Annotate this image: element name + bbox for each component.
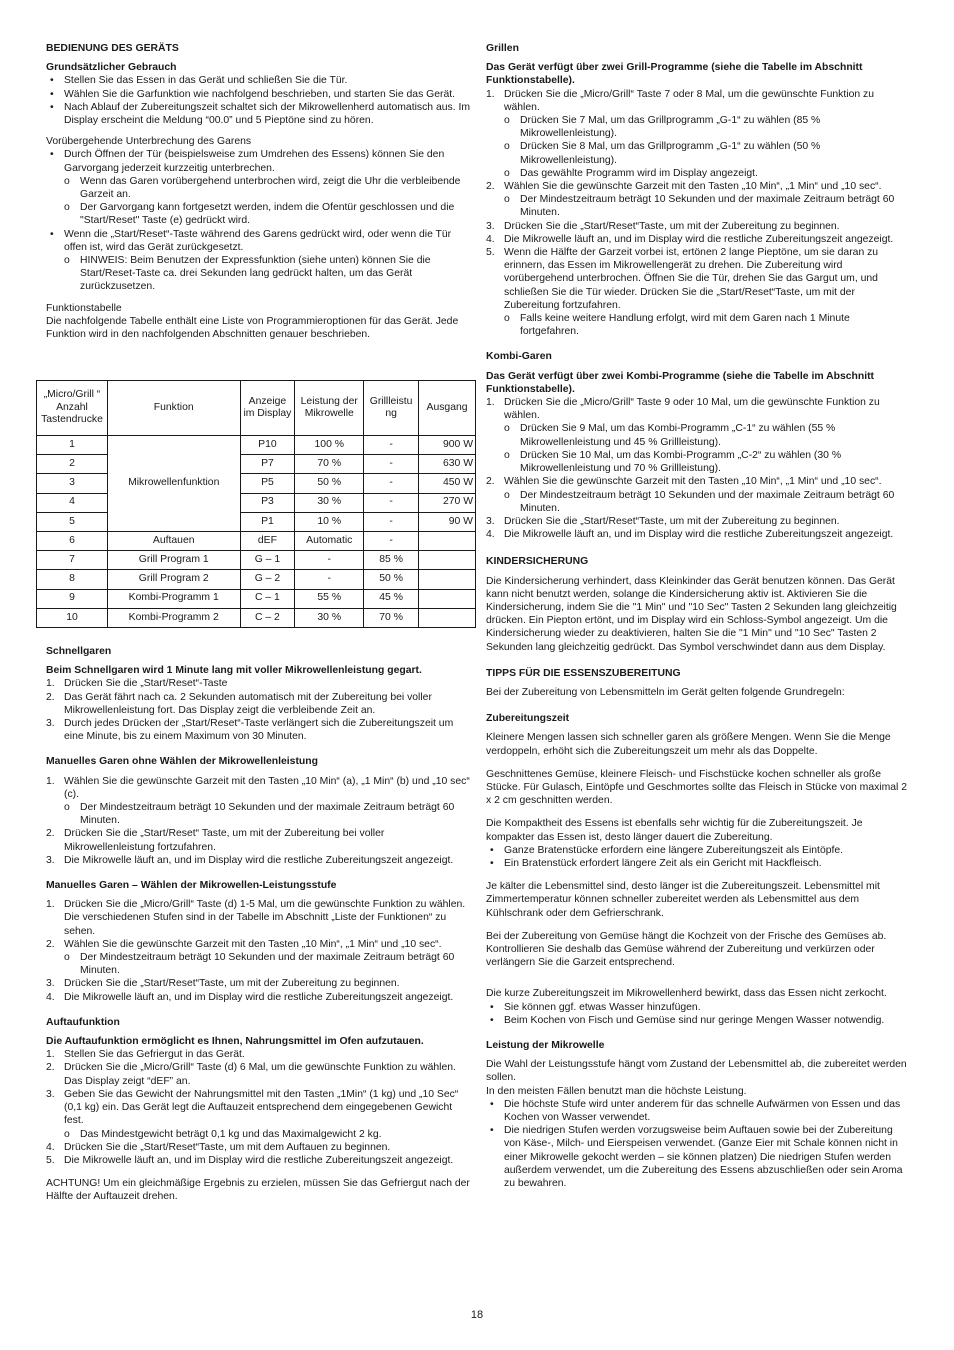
table-cell: -: [364, 455, 419, 474]
table-cell: -: [364, 531, 419, 550]
sub-list-item: o Das Mindestgewicht beträgt 0,1 kg und das Maximalgewicht 2 kg.: [46, 1128, 470, 1141]
table-cell: 55 %: [295, 589, 364, 608]
quick-cooking-lead: Beim Schnellgaren wird 1 Minute lang mit voller Mikrowellenleistung gegart.: [46, 665, 422, 677]
combi-steps: [486, 396, 910, 541]
paragraph: Die kurze Zubereitungszeit im Mikrowellenherd bewirkt, dass das Essen nicht zerkocht.: [486, 988, 887, 1000]
table-cell: 2: [37, 455, 108, 474]
table-cell: 9: [37, 589, 108, 608]
table-header: Leistung der Mikrowelle: [295, 381, 364, 436]
table-cell: P5: [240, 474, 295, 493]
table-cell: -: [364, 436, 419, 455]
subheading-microwave-power: Leistung der Mikrowelle: [486, 1040, 605, 1051]
list-item: • Nach Ablauf der Zubereitungszeit schaltet sich der Mikrowellenherd automatisch aus. Im Display erscheint die Meldung “00.0” und 5 Pieptöne sind zu hören.: [46, 101, 470, 127]
table-cell: G – 1: [240, 551, 295, 570]
section-title: BEDIENUNG DES GERÄTS: [46, 43, 179, 54]
list-item: 3. Geben Sie das Gewicht der Nahrungsmittel mit den Tasten „1Min“ (1 kg) und „10 Sec“ (0,1 kg) ein. Das Gerät legt die Auftauzeit entsprechend dem eingegebenen Gewicht fest.: [46, 1088, 459, 1127]
table-cell: 30 %: [295, 493, 364, 512]
paragraph: In den meisten Fällen benutzt man die höchste Leistung.: [486, 1085, 747, 1097]
table-row: [37, 551, 476, 570]
subheading-child-lock: KINDERSICHERUNG: [486, 556, 589, 568]
list-item: • Die niedrigen Stufen werden vorzugsweise beim Auftauen sowie bei der Zubereitung von Käse-, Milch- und Eierspeisen verwendet. (Ganze Eier mit Schale können nicht in einer Mikrowelle gekocht werden – sie können platzen) Die niedrigen Stufen werden außerdem verwendet, um die Zubereitung des Essens abzuschließen oder sein Aroma zu bewahren.: [486, 1124, 910, 1190]
sub-list-item: o Der Mindestzeitraum beträgt 10 Sekunden und der maximale Zeitraum beträgt 60 Minuten.: [486, 193, 910, 219]
table-cell: 85 %: [364, 551, 419, 570]
interrupt-list: [46, 148, 470, 293]
table-cell: 270 W: [419, 493, 476, 512]
table-cell: C – 2: [240, 608, 295, 627]
list-item: 4. Die Mikrowelle läuft an, und im Display wird die restliche Zubereitungszeit angezeigt.: [486, 233, 894, 245]
table-cell: 45 %: [364, 589, 419, 608]
table-cell: 90 W: [419, 512, 476, 531]
subheading-power-level: Manuelles Garen – Wählen der Mikrowellen-Leistungsstufe: [46, 880, 337, 892]
defrost-lead: Die Auftaufunktion ermöglicht es Ihnen, Nahrungsmittel im Ofen aufzutauen.: [46, 1036, 424, 1048]
list-item: • Die höchste Stufe wird unter anderem für das schnelle Aufwärmen von Essen und das Kochen von Wasser verwendet.: [486, 1098, 910, 1124]
defrost-warning: ACHTUNG! Um ein gleichmäßige Ergebnis zu erzielen, müssen Sie das Gefriergut nach der Hälfte der Auftauzeit drehen.: [46, 1178, 470, 1203]
sub-list-item: o Drücken Sie 7 Mal, um das Grillprogramm „G-1“ zu wählen (85 % Mikrowellenleistung).: [486, 114, 910, 140]
table-cell: 450 W: [419, 474, 476, 493]
table-cell: P1: [240, 512, 295, 531]
table-cell: 5: [37, 512, 108, 531]
list-item: 4. Die Mikrowelle läuft an, und im Display wird die restliche Zubereitungszeit angezeigt.: [46, 991, 454, 1003]
table-cell: 70 %: [295, 455, 364, 474]
list-item: • Stellen Sie das Essen in das Gerät und schließen Sie die Tür.: [46, 74, 470, 87]
list-item: • Durch Öffnen der Tür (beispielsweise zum Umdrehen des Essens) können Sie den Garvorgang jederzeit kurzzeitig unterbrechen.: [46, 148, 470, 174]
table-row: [37, 570, 476, 589]
sub-list-item: o Drücken Sie 10 Mal, um das Kombi-Programm „C-2“ zu wählen (30 % Mikrowellenleistung und 70 % Grillleistung).: [486, 449, 910, 475]
list-item: 3. Drücken Sie die „Start/Reset“Taste, um mit der Zubereitung zu beginnen.: [46, 978, 400, 990]
table-cell: 100 %: [295, 436, 364, 455]
table-cell: 4: [37, 493, 108, 512]
table-cell: -: [295, 551, 364, 570]
table-header: Ausgang: [419, 381, 476, 436]
table-row: [37, 531, 476, 550]
child-lock-text: Die Kindersicherung verhindert, dass Kleinkinder das Gerät benutzen können. Das Gerät kann nicht benutzt werden, solange die Kindersicherung aktiv ist. Aktivieren Sie die Kindersicherung, indem Sie die "1 Min" und "10 Sec" Tasten 2 Sekunden lang gleichzeitig drücken. Ein Piepton ertönt, und im Display wird ein Schloss-Symbol angezeigt. Um die Kindersicherung wieder zu deaktivieren, halten Sie die "1 Min" und "10 Sec" Tasten 2 Sekunden lang gleichzeitig gedrückt. Das Symbol verschwindet dann aus dem Display.: [486, 575, 897, 653]
grill-lead: Das Gerät verfügt über zwei Grill-Programme (siehe die Tabelle im Abschnitt Funktionstabelle).: [486, 62, 863, 87]
subheading-quick-cooking: Schnellgaren: [46, 646, 112, 657]
sub-list-item: o Der Garvorgang kann fortgesetzt werden, indem die Ofentür geschlossen und die "Start/Reset" Taste (e) gedrückt wird.: [46, 201, 470, 227]
sub-list-item: o Das gewählte Programm wird im Display angezeigt.: [486, 167, 910, 180]
defrost-steps: [46, 1048, 470, 1167]
sub-list-item: o Der Mindestzeitraum beträgt 10 Sekunden und der maximale Zeitraum beträgt 60 Minuten.: [46, 951, 470, 977]
subheading-combi: Kombi-Garen: [486, 351, 552, 363]
list-item: • Ganze Bratenstücke erfordern eine längere Zubereitungszeit als Eintöpfe.: [486, 844, 910, 857]
list-item: 3. Drücken Sie die „Start/Reset“Taste, um mit der Zubereitung zu beginnen.: [486, 220, 840, 232]
list-item: 1. Drücken Sie die „Micro/Grill“ Taste 9 oder 10 Mal, um die gewünschte Funktion zu wählen.: [486, 397, 880, 422]
list-item: 1. Wählen Sie die gewünschte Garzeit mit den Tasten „10 Min“ (a), „1 Min“ (b) und „10 sec“ (c).: [46, 775, 470, 800]
list-item: 3. Drücken Sie die „Start/Reset“Taste, um mit der Zubereitung zu beginnen.: [486, 515, 840, 527]
list-item: 2. Wählen Sie die gewünschte Garzeit mit den Tasten „10 Min“, „1 Min“ und „10 sec“.: [486, 476, 882, 488]
left-column-top: [46, 42, 470, 341]
paragraph: Die Kompaktheit des Essens ist ebenfalls sehr wichtig für die Zubereitungszeit. Je kompakter das Essen ist, desto länger dauert die Zubereitung.: [486, 818, 863, 843]
table-cell: 630 W: [419, 455, 476, 474]
list-item: 2. Wählen Sie die gewünschte Garzeit mit den Tasten „10 Min“, „1 Min“ und „10 sec“.: [46, 938, 442, 950]
list-item: 4. Drücken Sie die „Start/Reset“Taste, um mit dem Auftauen zu beginnen.: [46, 1141, 391, 1153]
table-cell: [419, 551, 476, 570]
subheading-grill: Grillen: [486, 43, 519, 54]
table-cell: Kombi-Programm 2: [107, 608, 240, 627]
sub-list-item: o Drücken Sie 8 Mal, um das Grillprogramm „G-1“ zu wählen (50 % Mikrowellenleistung).: [486, 140, 910, 166]
subheading-tips: TIPPS FÜR DIE ESSENSZUBEREITUNG: [486, 667, 681, 679]
table-cell: P3: [240, 493, 295, 512]
table-cell: 1: [37, 436, 108, 455]
table-cell: [419, 570, 476, 589]
sub-list-item: o Der Mindestzeitraum beträgt 10 Sekunden und der maximale Zeitraum beträgt 60 Minuten.: [486, 489, 910, 515]
table-cell: 70 %: [364, 608, 419, 627]
table-header: Funktion: [107, 381, 240, 436]
quick-cooking-steps: [46, 677, 470, 743]
list-item: 2. Drücken Sie die „Start/Reset“ Taste, um mit der Zubereitung bei voller Mikrowellenleistung fortzufahren.: [46, 828, 385, 853]
basic-use-list: [46, 74, 470, 127]
subheading-defrost: Auftaufunktion: [46, 1016, 120, 1028]
table-header: „Micro/Grill “ Anzahl Tastendrucke: [37, 381, 108, 436]
table-cell: Kombi-Programm 1: [107, 589, 240, 608]
subheading-interrupt: Vorübergehende Unterbrechung des Garens: [46, 136, 252, 148]
table-cell: 50 %: [364, 570, 419, 589]
sub-list-item: o Drücken Sie 9 Mal, um das Kombi-Programm „C-1“ zu wählen (55 % Mikrowellenleistung und 45 % Grillleistung).: [486, 422, 910, 448]
paragraph: Die Wahl der Leistungsstufe hängt vom Zustand der Lebensmittel ab, die zubereitet werden sollen.: [486, 1059, 907, 1084]
table-cell: G – 2: [240, 570, 295, 589]
water-list: [486, 1001, 910, 1027]
table-cell: Auftauen: [107, 531, 240, 550]
subheading-basic-use: Grundsätzlicher Gebrauch: [46, 62, 177, 74]
subheading-manual-cooking: Manuelles Garen ohne Wählen der Mikrowellenleistung: [46, 756, 318, 768]
table-cell: -: [295, 570, 364, 589]
prep-list: [486, 844, 910, 870]
function-table-intro: Die nachfolgende Tabelle enthält eine Liste von Programmieroptionen für das Gerät. Jede Funktion wird in den nachfolgenden Abschnitten genauer beschrieben.: [46, 315, 459, 341]
manual-cooking-steps: [46, 775, 470, 867]
tips-intro: Bei der Zubereitung von Lebensmitteln im Gerät gelten folgende Grundregeln:: [486, 686, 845, 698]
list-item: • Wählen Sie die Garfunktion wie nachfolgend beschrieben, und starten Sie das Gerät.: [46, 88, 470, 101]
table-cell: [419, 531, 476, 550]
left-column-bottom: [46, 645, 470, 1204]
table-cell: 3: [37, 474, 108, 493]
table-cell: Grill Program 2: [107, 570, 240, 589]
page-number: 18: [470, 1309, 484, 1321]
paragraph: Je kälter die Lebensmittel sind, desto länger ist die Zubereitungszeit. Lebensmittel mit Zimmertemperatur können schneller zubereitet werden als Lebensmittel aus dem Kühlschrank oder dem Gefrierschrank.: [486, 881, 880, 919]
list-item: 1. Stellen Sie das Gefriergut in das Gerät.: [46, 1049, 245, 1061]
table-row: [37, 589, 476, 608]
power-level-steps: [46, 898, 470, 1004]
subheading-function-table: Funktionstabelle: [46, 302, 122, 314]
right-column: [486, 42, 910, 1190]
list-item: • Wenn die „Start/Reset“-Taste während des Garens gedrückt wird, oder wenn die Tür offen ist, wird das Gerät zurückgesetzt.: [46, 228, 470, 254]
table-cell: 7: [37, 551, 108, 570]
sub-list-item: o HINWEIS: Beim Benutzen der Expressfunktion (siehe unten) können Sie die Start/Reset-Taste ca. drei Sekunden lang gedrückt halten, um das Gerät zurückzusetzen.: [46, 254, 470, 294]
table-row: [37, 436, 476, 455]
list-item: 5. Wenn die Hälfte der Garzeit vorbei ist, ertönen 2 lange Pieptöne, um sie daran zu erinnern, das Essen im Mikrowellengerät zu drehen. Die Zubereitung wird vorübergehend unterbrochen. Öffnen Sie die Tür, drehen Sie das Gargut um, und schließen Sie die Tür wieder. Drücken Sie die „Start/Reset“Taste, um mit der Zubereitung fortzufahren.: [486, 247, 879, 311]
table-row: [37, 474, 476, 493]
paragraph: Geschnittenes Gemüse, kleinere Fleisch- und Fischstücke kochen schneller als große Stücke. Für Gulasch, Eintöpfe und Geschmortes sollte das Fleisch in Stücke von maximal 2 x 2 cm geschnitten werden.: [486, 768, 908, 807]
table-cell: Automatic: [295, 531, 364, 550]
list-item: 1. Drücken Sie die „Micro/Grill“ Taste (d) 1-5 Mal, um die gewünschte Funktion zu wählen. Die verschiedenen Stufen sind in der Tabelle im Abschnitt „Liste der Funktionen“ zu sehen.: [46, 899, 466, 937]
table-row: [37, 608, 476, 627]
list-item: 2. Wählen Sie die gewünschte Garzeit mit den Tasten „10 Min“, „1 Min“ und „10 sec“.: [486, 181, 882, 193]
grill-steps: [486, 88, 910, 339]
list-item: 1. Drücken Sie die „Micro/Grill“ Taste 7 oder 8 Mal, um die gewünschte Funktion zu wählen.: [486, 88, 874, 113]
table-cell: P10: [240, 436, 295, 455]
subheading-prep-time: Zubereitungszeit: [486, 713, 570, 725]
table-header-row: [37, 381, 476, 436]
list-item: 2. Drücken Sie die „Micro/Grill“ Taste (d) 6 Mal, um die gewünschte Funktion zu wählen. Das Display zeigt “dEF” an.: [46, 1062, 456, 1087]
table-cell: 6: [37, 531, 108, 550]
table-cell: 30 %: [295, 608, 364, 627]
paragraph: Kleinere Mengen lassen sich schneller garen als größere Mengen. Wenn Sie die Menge verdoppeln, erhöht sich die Zubereitungszeit um mehr als das Doppelte.: [486, 732, 891, 757]
table-cell: [419, 608, 476, 627]
sub-list-item: o Falls keine weitere Handlung erfolgt, wird mit dem Garen nach 1 Minute fortgefahren.: [486, 312, 910, 338]
power-list: [486, 1098, 910, 1190]
list-item: 5. Die Mikrowelle läuft an, und im Display wird die restliche Zubereitungszeit angezeigt.: [46, 1154, 454, 1166]
function-table: [36, 380, 476, 628]
table-cell: [419, 589, 476, 608]
table-cell: dEF: [240, 531, 295, 550]
table-cell: -: [364, 474, 419, 493]
table-cell: 50 %: [295, 474, 364, 493]
table-header: Grillleistu ng: [364, 381, 419, 436]
table-row: [37, 493, 476, 512]
table-cell: -: [364, 512, 419, 531]
list-item: • Ein Bratenstück erfordert längere Zeit als ein Gericht mit Hackfleisch.: [486, 857, 910, 870]
table-cell: Mikrowellenfunktion: [107, 436, 240, 532]
table-cell: 10: [37, 608, 108, 627]
sub-list-item: o Der Mindestzeitraum beträgt 10 Sekunden und der maximale Zeitraum beträgt 60 Minuten.: [46, 801, 470, 827]
list-item: • Sie können ggf. etwas Wasser hinzufügen.: [486, 1001, 910, 1014]
list-item: 2. Das Gerät fährt nach ca. 2 Sekunden automatisch mit der Zubereitung bei voller Mikrowellenleistung fort. Das Display zeigt die verbleibende Zeit an.: [46, 691, 432, 716]
table-cell: -: [364, 493, 419, 512]
table-row: [37, 455, 476, 474]
paragraph: Bei der Zubereitung von Gemüse hängt die Kochzeit von der Frische des Gemüses ab. Kontrollieren Sie deshalb das Gemüse während der Zubereitung und verkürzen oder verlängern Sie die Garzeit entsprechend.: [486, 930, 887, 969]
table-cell: 8: [37, 570, 108, 589]
list-item: 4. Die Mikrowelle läuft an, und im Display wird die restliche Zubereitungszeit angezeigt.: [486, 529, 894, 541]
table-cell: 900 W: [419, 436, 476, 455]
list-item: 1. Drücken Sie die „Start/Reset“-Taste: [46, 678, 228, 690]
list-item: 3. Durch jedes Drücken der „Start/Reset“-Taste verlängert sich die Zubereitungszeit um eine Minute, bis zu einem Maximum von 30 Minuten.: [46, 718, 454, 743]
table-cell: Grill Program 1: [107, 551, 240, 570]
list-item: 3. Die Mikrowelle läuft an, und im Display wird die restliche Zubereitungszeit angezeigt.: [46, 854, 454, 866]
sub-list-item: o Wenn das Garen vorübergehend unterbrochen wird, zeigt die Uhr die verbleibende Garzeit an.: [46, 175, 470, 201]
table-row: [37, 512, 476, 531]
table-cell: P7: [240, 455, 295, 474]
list-item: • Beim Kochen von Fisch und Gemüse sind nur geringe Mengen Wasser notwendig.: [486, 1014, 910, 1027]
table-cell: C – 1: [240, 589, 295, 608]
table-cell: 10 %: [295, 512, 364, 531]
table-header: Anzeige im Display: [240, 381, 295, 436]
combi-lead: Das Gerät verfügt über zwei Kombi-Programme (siehe die Tabelle im Abschnitt Funktionstabelle).: [486, 370, 875, 395]
